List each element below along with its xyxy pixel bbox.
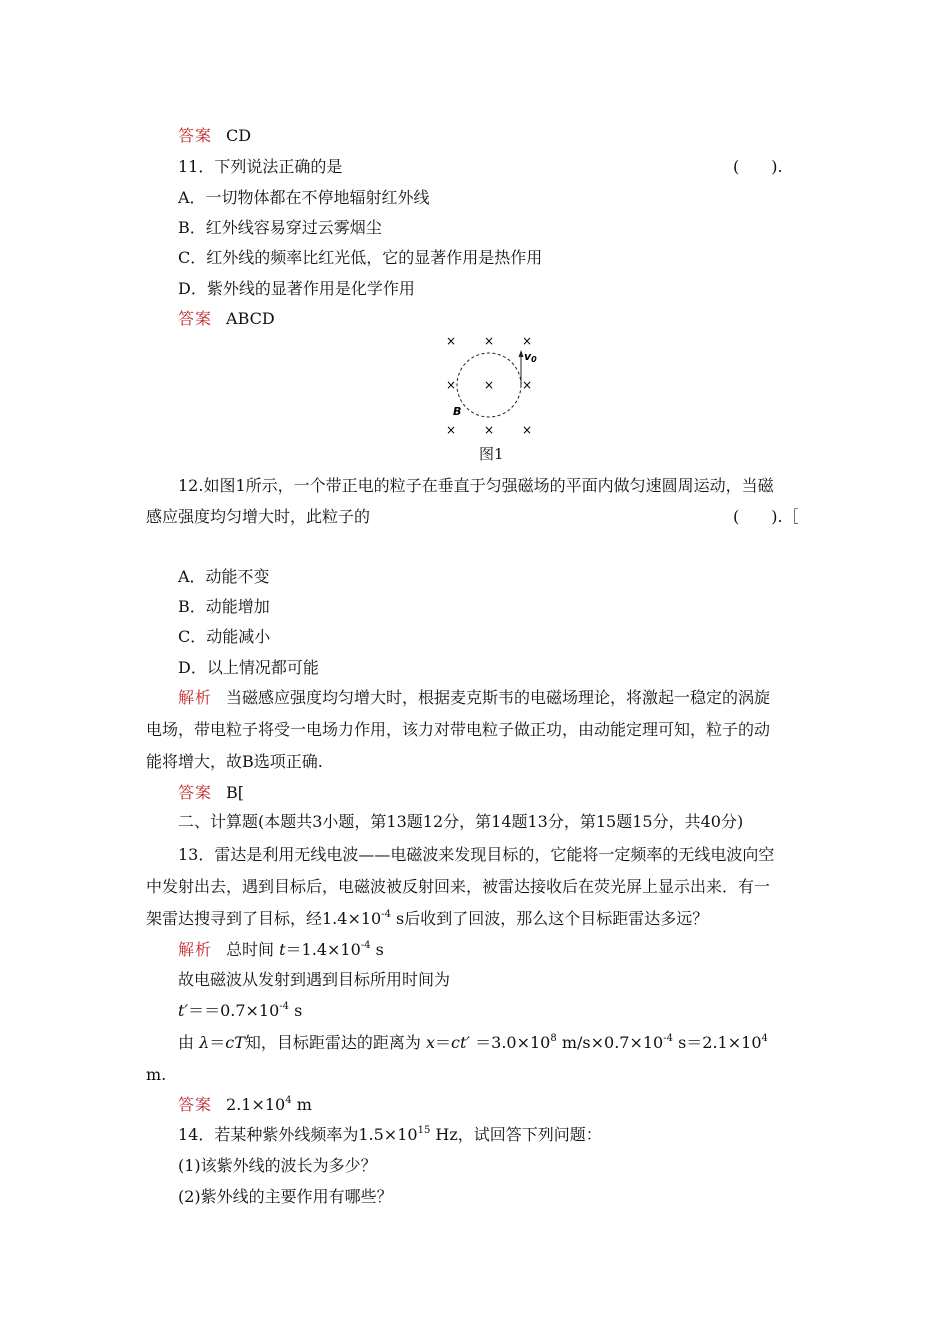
answer-label: 答案	[178, 126, 213, 145]
q12-stem-line2: 感应强度均匀增大时，此粒子的	[146, 507, 371, 526]
velocity-arrowhead	[519, 350, 524, 357]
q11-answer-paren: ( ).	[733, 157, 783, 176]
q11-option-b: B．红外线容易穿过云雾烟尘	[178, 218, 382, 237]
analysis-label: 解析	[178, 940, 213, 959]
q13-solution-line2: 故电磁波从发射到遇到目标所用时间为	[178, 970, 451, 989]
field-cross: ×	[445, 378, 457, 392]
q11-answer: ABCD	[226, 309, 275, 328]
q12-option-d: D．以上情况都可能	[178, 658, 319, 677]
q12-analysis-line2: 电场，带电粒子将受一电场力作用，该力对带电粒子做正功，由动能定理可知，粒子的动	[146, 720, 771, 739]
q14-sub-question-1: (1)该紫外线的波长为多少？	[178, 1156, 377, 1175]
field-cross: ×	[483, 334, 495, 348]
q13-solution-line3: $t'==0.7\times 10^{-4}$ s	[178, 1001, 303, 1020]
q12-answer-line	[178, 783, 244, 803]
field-cross: ×	[445, 334, 457, 348]
q10-answer-line	[178, 126, 251, 146]
section-2-heading: 二、计算题(本题共3小题，第13题12分，第14题13分，第15题15分，共40分)	[178, 812, 744, 831]
q12-option-b: B．动能增加	[178, 597, 270, 616]
figure-1-caption: 图1	[479, 445, 504, 463]
q11-option-d: D．紫外线的显著作用是化学作用	[178, 279, 415, 298]
q12-analysis-line1	[178, 688, 770, 708]
q11-option-c: C．红外线的频率比红光低，它的显著作用是热作用	[178, 248, 543, 267]
q12-analysis-text: 当磁感应强度均匀增大时，根据麦克斯韦的电磁场理论，将激起一稳定的涡旋	[226, 688, 771, 707]
field-cross: ×	[483, 423, 495, 437]
q12-answer-paren: ( ).［	[733, 507, 799, 526]
answer-label: 答案	[178, 309, 213, 328]
analysis-label: 解析	[178, 688, 213, 707]
q13-answer-line: 答案 $2.1\times 10^4$ m	[178, 1095, 312, 1114]
field-cross: ×	[445, 423, 457, 437]
q13-solution-line4: 由 λ＝cT知，目标距雷达的距离为 $x=ct' =3.0\times 10^8$ $m/s\times 0.7\times 10^{-4}$ $s=2.1\times 10^4$	[178, 1033, 768, 1052]
q11-option-a: A．一切物体都在不停地辐射红外线	[178, 188, 430, 207]
answer-label: 答案	[178, 1095, 213, 1114]
q13-solution-line5: m.	[146, 1065, 167, 1084]
q14-stem: 14．若某种紫外线频率为$1.5\times 10^{15}$ Hz，试回答下列问题：	[178, 1125, 602, 1144]
q12-option-a: A．动能不变	[178, 567, 270, 586]
figure-1-diagram	[440, 330, 550, 440]
q13-stem-line3: 架雷达搜寻到了目标，经$1.4\times 10^{-4}$ s后收到了回波，那么这个目标距雷达多远？	[146, 909, 709, 928]
field-cross: ×	[521, 378, 533, 392]
q12-stem-line1: 12.如图1所示，一个带正电的粒子在垂直于匀强磁场的平面内做匀速圆周运动，当磁	[178, 476, 774, 495]
q11-answer-line	[178, 309, 275, 329]
field-cross: ×	[521, 423, 533, 437]
q12-analysis-line3: 能将增大，故B选项正确.	[146, 752, 323, 771]
q12-option-c: C．动能减小	[178, 627, 271, 646]
q12-answer: B[	[226, 783, 245, 802]
q14-sub-question-2: (2)紫外线的主要作用有哪些？	[178, 1187, 393, 1206]
velocity-label: v0	[524, 350, 537, 364]
q11-stem: 11．下列说法正确的是	[178, 157, 343, 176]
field-cross: ×	[483, 378, 495, 392]
answer-label: 答案	[178, 783, 213, 802]
q13-stem-line2: 中发射出去，遇到目标后，电磁波被反射回来，被雷达接收后在荧光屏上显示出来．有一	[146, 877, 771, 896]
q13-stem-line1: 13．雷达是利用无线电波——电磁波来发现目标的，它能将一定频率的无线电波向空	[178, 845, 775, 864]
q13-solution-line1: 解析 总时间 $t=1.4\times 10^{-4}$ s	[178, 940, 384, 959]
field-label-b: B	[453, 405, 462, 418]
q10-answer: CD	[226, 126, 252, 145]
field-cross: ×	[521, 334, 533, 348]
